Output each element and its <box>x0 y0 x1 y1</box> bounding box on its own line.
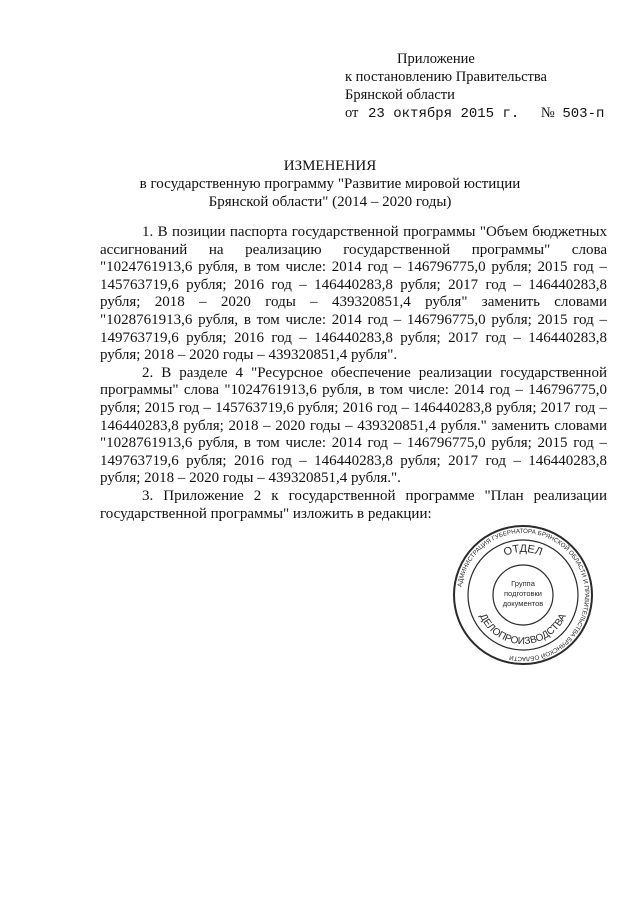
paragraph-1: 1. В позиции паспорта государственной программы "Объем бюджетных ассигнований на реализацию государственной программы" слова "1024761913,6 рубля, в том числе: 2014 год – 146796775,0 рубля; 2015 год – 145763719,6 рубля; 2016 год – 146440283,8 рубля; 2017 год – 146440283,8 рубля; 2018 – 2020 годы – 439320851,4 рубля" заменить словами "1028761913,6 рубля, в том числе: 2014 год – 146796775,0 рубля; 2015 год – 149763719,6 рубля; 2016 год – 146440283,8 рубля; 2017 год – 146440283,8 рубля; 2018 – 2020 годы – 439320851,4 рубля". <box>100 224 607 364</box>
approval-title: Приложение <box>397 51 475 67</box>
title-subtitle-1: в государственную программу "Развитие мировой юстиции <box>139 176 521 192</box>
paragraph-2: 2. В разделе 4 "Ресурсное обеспечение реализации государственной программы" слова "1024761913,6 рубля, в том числе: 2014 год – 146796775,0 рубля; 2015 год – 145763719,6 рубля; 2016 год – 146440283,8 рубля; 2017 год – 146440283,8 рубля; 2018 – 2020 годы – 439320851,4 рубля." заменить словами "1028761913,6 рубля, в том числе: 2014 год – 146796775,0 рубля; 2015 год – 149763719,6 рубля; 2016 год – 146440283,8 рубля; 2017 год – 146440283,8 рубля; 2018 – 2020 годы – 439320851,4 рубля.". <box>100 364 607 487</box>
paragraph-3: 3. Приложение 2 к государственной программе "План реализации государственной программы" изложить в редакции: <box>100 487 607 522</box>
approval-date-line <box>345 104 604 123</box>
stamp-outer-text: АДМИНИСТРАЦИЯ ГУБЕРНАТОРА БРЯНСКОЙ ОБЛАСТИ И ПРАВИТЕЛЬСТВА БРЯНСКОЙ ОБЛАСТИ <box>456 527 591 663</box>
date-prefix: от <box>345 105 359 121</box>
office-stamp <box>452 524 594 666</box>
document-title <box>90 157 570 211</box>
stamp-center-line-3: документов <box>502 599 544 608</box>
stamp-center-line-1: Группа <box>511 579 535 588</box>
approval-block <box>345 50 604 123</box>
title-subtitle-2: Брянской области" (2014 – 2020 годы) <box>208 194 452 210</box>
title-heading: ИЗМЕНЕНИЯ <box>283 158 377 174</box>
stamp-ring-top: ОТДЕЛ <box>502 542 545 559</box>
number-value: 503-п <box>562 106 605 122</box>
stamp-center-line-2: подготовки <box>504 589 542 598</box>
date-value: 23 октября 2015 г. <box>368 106 520 122</box>
document-body <box>100 224 607 523</box>
number-label: № <box>540 105 555 121</box>
approval-resolution: к постановлению Правительства <box>345 69 547 85</box>
stamp-ring-bottom: ДЕЛОПРОИЗВОДСТВА <box>477 611 569 648</box>
approval-region: Брянской области <box>345 87 455 103</box>
